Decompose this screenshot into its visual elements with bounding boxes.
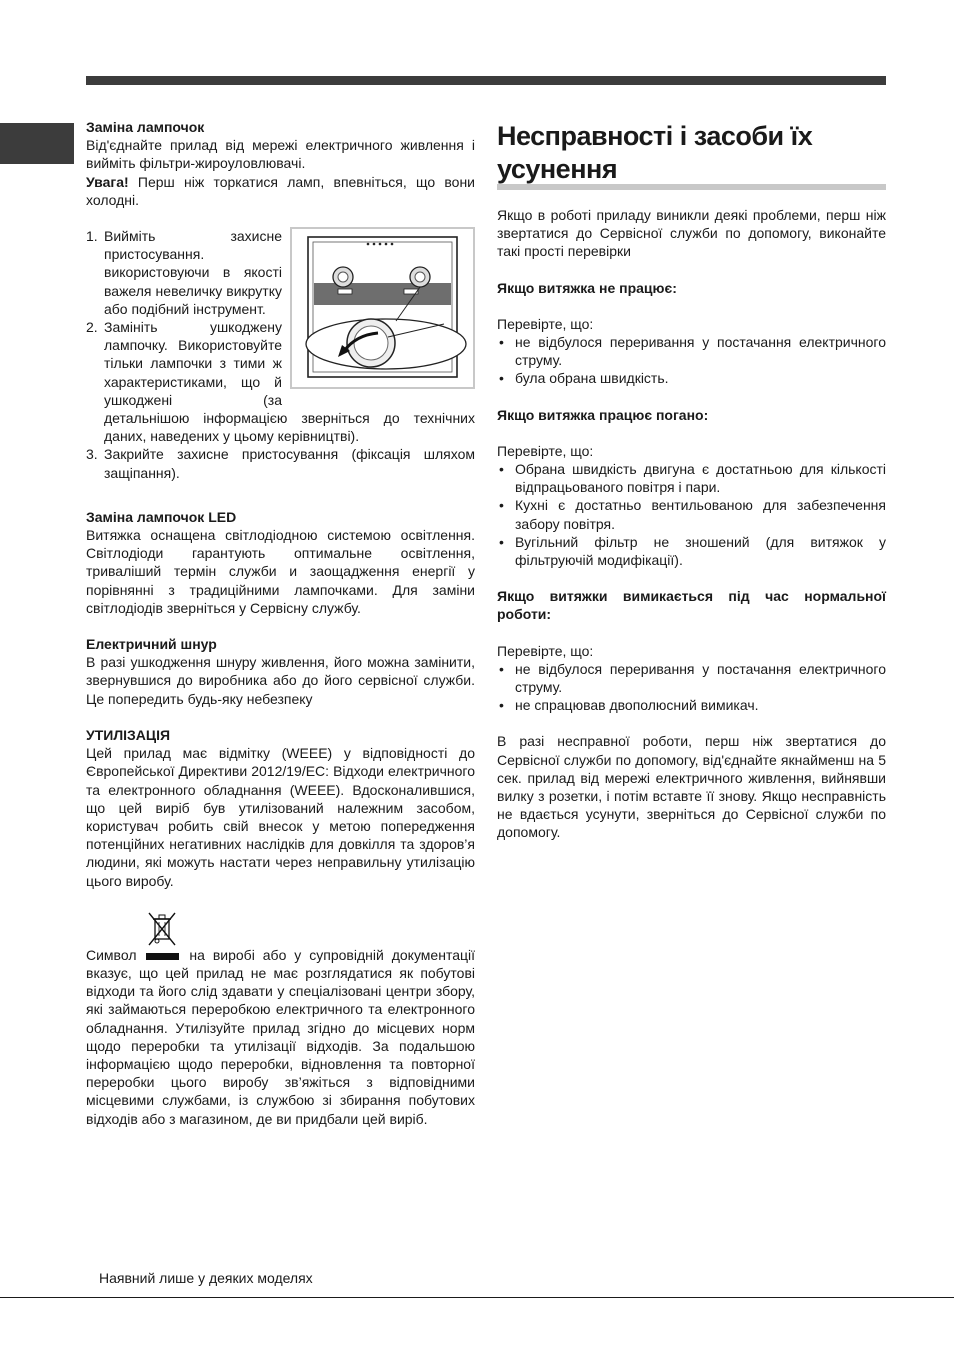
list-item: • не відбулося переривання у постачання електричного струму. bbox=[497, 660, 886, 696]
lamp-steps bbox=[86, 227, 475, 482]
left-column bbox=[86, 118, 475, 1128]
check-label-2: Перевірте, що: bbox=[497, 442, 594, 459]
black-bar bbox=[146, 953, 179, 960]
check-label-1: Перевірте, що: bbox=[497, 315, 594, 332]
crossed-bin-icon bbox=[145, 910, 179, 950]
lamp-intro: Від'єднайте прилад від мережі електричного живлення і вийміть фільтри-жироуловлювачі. bbox=[86, 137, 475, 172]
lamp-warning bbox=[86, 173, 475, 209]
disposal-heading: УТИЛІЗАЦІЯ bbox=[86, 726, 171, 743]
list-item: • була обрана швидкість. bbox=[497, 369, 886, 387]
step-1: 1. Вийміть захисне пристосування. використовуючи в якості важеля невеличку викрутку або подібний інструмент. bbox=[86, 228, 282, 317]
step-3: 3. Закрийте захисне пристосування (фіксація шляхом защіпання). bbox=[86, 446, 475, 481]
check-label-3: Перевірте, що: bbox=[497, 642, 594, 659]
bottom-rule bbox=[0, 1297, 954, 1298]
list-item: • Кухні є достатньо вентильованою для забезпечення забору повітря. bbox=[497, 496, 886, 532]
warning-text: Перш ніж торкатися ламп, впевніться, що вони холодні. bbox=[86, 173, 475, 208]
warning-label: Увага! bbox=[86, 173, 129, 190]
check-list-1 bbox=[497, 333, 886, 388]
weee-symbol-text: Символ на виробі або у супровідній документації вказує, що цей прилад не має розглядатися як побутові відходи та його слід здавати у спеціалізовані центри збору, які займаються переробкою електричного та електронного обладнання. Утилізуйте прилад згідно до місцевих норм щодо переробки та утилізації відходів. За подальшою інформацією щодо переробки, відновлення та повторної переробки цього виробу зв’яжіться з відповідними місцевими службами, із службою зі збирання побутових відходів або з магазином, де ви придбали цей виріб. bbox=[86, 946, 475, 1127]
list-item: • не відбулося переривання у постачання електричного струму. bbox=[497, 333, 886, 369]
page-title: Несправності і засоби їх усунення bbox=[497, 121, 813, 184]
section-heading-2: Якщо витяжка працює погано: bbox=[497, 406, 709, 423]
list-item: • Вугільний фільтр не зношений (для витяжок у фільтруючій модифікації). bbox=[497, 533, 886, 569]
list-item: • Обрана швидкість двигуна є достатньою для кількості відпрацьованого повітря і пари. bbox=[497, 460, 886, 496]
section-heading-3: Якщо витяжки вимикається під час нормальної роботи: bbox=[497, 588, 886, 623]
right-column bbox=[497, 118, 886, 842]
disposal-text: Цей прилад має відмітку (WEEE) у відповідності до Європейської Директиви 2012/19/ЕС: Відходи електричного та електронного обладнання (WEEE). Вдосконалившися, що цей виріб був утилізований належним засобом, користувач робить свій внесок у метою попередження потенційних негативних наслідків для довкілля та здоров’я людини, які можуть настати через неправильну утилізацію цього виробу. bbox=[86, 745, 475, 889]
top-rule bbox=[86, 76, 886, 85]
cord-heading: Електричний шнур bbox=[86, 636, 217, 653]
led-text: Витяжка оснащена світлодіодною системою освітлення. Світлодіоди гарантують оптимальне освітлення, триваліший термін служби и заощадження енергії у порівнянні з традиційними лампочками. Для заміни світлодіодів зверніться у Сервісну службу. bbox=[86, 527, 475, 616]
section-heading-1: Якщо витяжка не працює: bbox=[497, 279, 677, 296]
check-list-2 bbox=[497, 460, 886, 569]
troubleshoot-intro: Якщо в роботі приладу виникли деякі проблеми, перш ніж звертатися до Сервісної служби по допомогу, виконайте такі прості перевірки bbox=[497, 207, 886, 260]
troubleshoot-outro: В разі несправної роботи, перш ніж звертатися до Сервісної служби по допомогу, від'єднайте якнайменш на 5 сек. прилад від мережі електричного живлення, вийнявши вилку з розетки, і потім вставте її знову. Якщо несправність не вдається усунути, зверніться до Сервісної служби по допомогу. bbox=[497, 733, 886, 841]
step-2: 2. Замініть ушкоджену лампочку. Використовуйте тільки лампочки з тими ж характеристиками, що й ушкоджені (за детальнішою інформацією зверніться до технічних даних, наведених у цьому керівництві). bbox=[86, 319, 475, 445]
footnote: Наявний лише у деяких моделях bbox=[99, 1270, 313, 1286]
check-list-3 bbox=[497, 660, 886, 715]
lamp-heading: Заміна лампочок bbox=[86, 119, 205, 135]
weee-block bbox=[86, 908, 475, 1128]
language-tab bbox=[0, 123, 74, 164]
cord-text: В разі ушкодження шнуру живлення, його можна замінити, звернувшися до виробника або до його сервісної служби. Це попередить будь-яку небезпеку bbox=[86, 654, 475, 707]
list-item: • не спрацював двополюсний вимикач. bbox=[497, 696, 886, 714]
led-heading: Заміна лампочок LED bbox=[86, 508, 237, 525]
